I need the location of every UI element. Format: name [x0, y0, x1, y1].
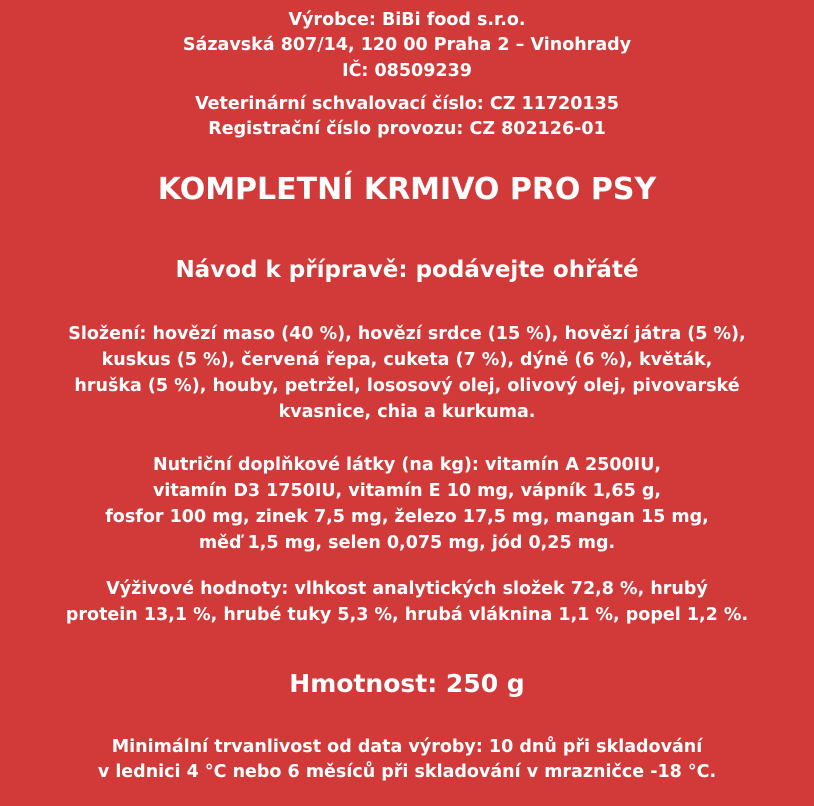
composition-line: Složení: hovězí maso (40 %), hovězí srdce (15 %), hovězí játra (5 %), [68, 324, 746, 344]
veterinary-number: Veterinární schvalovací číslo: CZ 11720135 [195, 94, 619, 114]
shelf-life-line: v lednici 4 °C nebo 6 měsíců při skladování v mrazničce -18 °C. [97, 762, 717, 782]
product-title: KOMPLETNÍ KRMIVO PRO PSY [157, 172, 657, 207]
shelf-life-line: Minimální trvanlivost od data výroby: 10 dnů při skladování [111, 737, 703, 757]
producer-id: IČ: 08509239 [342, 61, 472, 81]
preparation-instructions: Návod k přípravě: podávejte ohřáté [175, 257, 639, 283]
composition-line: kuskus (5 %), červená řepa, cuketa (7 %), dýně (6 %), květák, [101, 350, 713, 370]
composition-line: hruška (5 %), houby, petržel, lososový olej, olivový olej, pivovarské [74, 376, 740, 396]
nutrition-line: protein 13,1 %, hrubé tuky 5,3 %, hrubá vláknina 1,1 %, popel 1,2 %. [65, 605, 749, 625]
additives-line: fosfor 100 mg, zinek 7,5 mg, železo 17,5 mg, mangan 15 mg, [105, 507, 709, 527]
registration-number: Registrační číslo provozu: CZ 802126-01 [208, 119, 606, 139]
additives-line: vitamín D3 1750IU, vitamín E 10 mg, vápník 1,65 g, [152, 481, 662, 501]
additives-line: Nutriční doplňkové látky (na kg): vitamín A 2500IU, [152, 455, 662, 475]
producer-address: Sázavská 807/14, 120 00 Praha 2 – Vinohrady [182, 35, 632, 55]
composition-line: kvasnice, chia a kurkuma. [278, 402, 536, 422]
net-weight: Hmotnost: 250 g [289, 669, 525, 698]
nutrition-line: Výživové hodnoty: vlhkost analytických složek 72,8 %, hrubý [106, 579, 708, 599]
additives-line: měď 1,5 mg, selen 0,075 mg, jód 0,25 mg. [198, 533, 616, 553]
producer-name: Výrobce: BiBi food s.r.o. [288, 10, 526, 30]
